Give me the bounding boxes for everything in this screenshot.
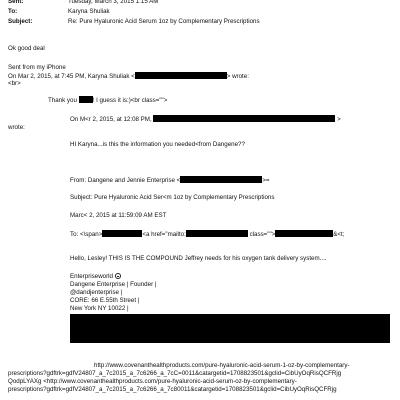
to-value: Karyna Shuliak — [68, 8, 110, 15]
url-line-3: QodpLYAXg <http://www.covenanthealthproducts.com/pure-hyaluronic-acid-serum-oz-by-complementary- — [8, 378, 297, 385]
subject-line: Subject: Pure Hyaluronic Acid Ser<m 1oz by Complementary Prescriptions — [70, 194, 275, 201]
quote-header-m2-end: > — [337, 116, 341, 123]
quote-header-mar2-text: On Mar 2, 2015, at 7:45 PM, Karyna Shuliak < — [8, 73, 135, 80]
to-line — [70, 230, 344, 239]
url-line-2: prescriptions?gdftrk=gdfV24807_a_7c2015_a_7c6266_a_7cC=0011&catargetid=1708823501&gclid=CibUyOqRisQCFRjg — [8, 370, 342, 377]
signature-line-2: Dangene Enterprise | Founder | — [70, 281, 157, 288]
from-end: >= — [262, 177, 270, 184]
from-line — [70, 176, 269, 185]
quote-header-mar2 — [8, 72, 249, 81]
redaction-bar — [153, 115, 335, 122]
signature-brand: Enterpriseworld — [70, 273, 113, 280]
sent-label: Sent: — [8, 0, 24, 5]
redaction-block — [70, 314, 390, 343]
redaction-bar — [180, 176, 262, 183]
redaction-bar — [102, 230, 142, 237]
redaction-bar — [186, 230, 248, 237]
thank-you-line — [48, 96, 167, 105]
wrote-text: wrote: — [8, 124, 25, 131]
quote-header-m2 — [70, 115, 341, 124]
url-line-4: prescriptions?gdftrk=gdfV24807_a_7c2015_a_7c6266_a_7c80011&catargetid=1708823501&gclid=CibUyOqRisQCFRjg — [8, 386, 337, 393]
url-line-1: http://www.covenanthealthproducts.com/pure-hyaluronic-acid-serum-1-oz-by-complementary- — [94, 362, 350, 369]
to-href-text: <a href="mailto: — [142, 231, 186, 238]
reply-text: Ok good deal — [8, 45, 45, 52]
thank-you-rest: ! I guess it is:)<br class=""> — [92, 97, 168, 104]
quote-header-m2-text: On M<r 2, 2015, at 12:08 PM, — [70, 116, 152, 123]
to-text: To: <\span> — [70, 231, 103, 238]
redaction-bar — [275, 230, 333, 237]
sent-value: Tuesday, March 3, 2015 1:15 AM — [68, 0, 159, 5]
signature-line-1 — [70, 273, 121, 281]
signature-line-5: New York NY 10022 | — [70, 305, 129, 312]
hi-karyna-line: HI Karyna...is this the information you needed<from Dangene?? — [70, 141, 245, 148]
quote-header-mar2-wrote: > wrote: — [226, 73, 249, 80]
to-end-text: &<t; — [333, 231, 345, 238]
date-line: Marc< 2, 2015 at 11:59:09 AM EST — [70, 212, 167, 219]
to-label: To: — [8, 8, 18, 15]
sent-from-line: Sent from my iPhone — [8, 64, 66, 71]
signature-line-3: @dandjenterprise | — [70, 289, 123, 296]
from-text: From: Dangene and Jennie Enterprise < — [70, 177, 181, 184]
br-tag-text: <br> — [8, 80, 21, 87]
hello-line: Hello, Lesley! THIS IS THE COMPOUND Jeffrey needs for his oxygen tank delivery system.... — [70, 255, 327, 262]
globe-icon — [115, 273, 121, 279]
to-class-text: class=""> — [249, 231, 276, 238]
subject-label: Subject: — [8, 18, 33, 25]
redaction-bar — [79, 96, 93, 103]
signature-line-4: CORE: 66 E.55th Street | — [70, 297, 140, 304]
subject-value: Re: Pure Hyaluronic Acid Serum 1oz by Complementary Prescriptions — [68, 18, 260, 25]
thank-you-text: Thank you — [48, 97, 77, 104]
redaction-bar — [135, 72, 227, 79]
